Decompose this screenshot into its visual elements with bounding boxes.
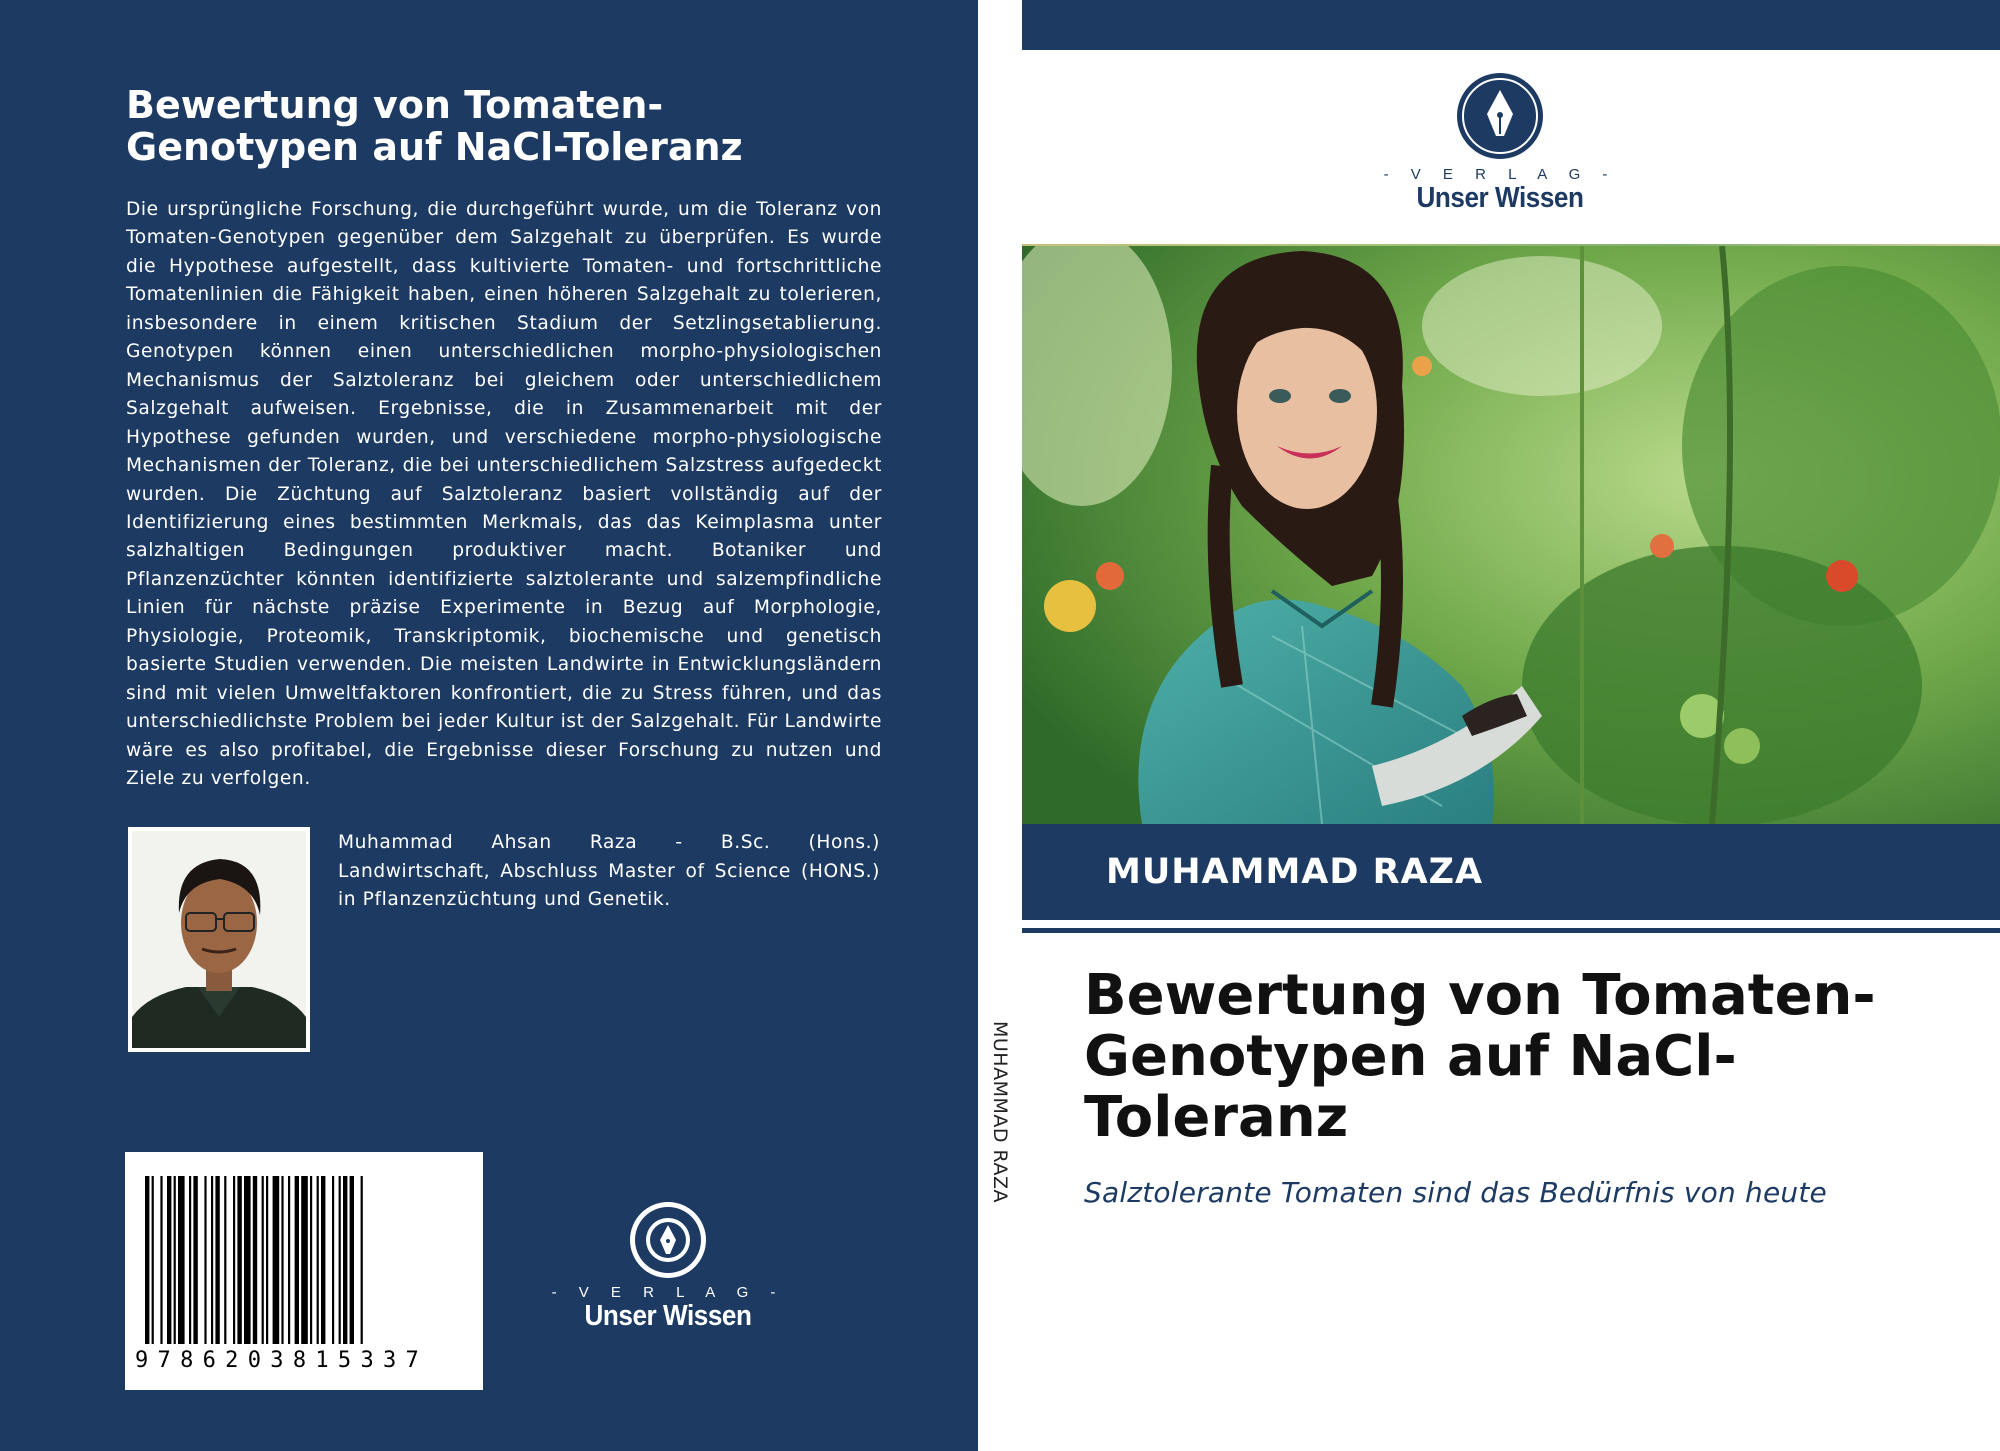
back-publisher-name: Unser Wissen [584,1300,752,1332]
front-divider-rule [1022,928,2000,933]
barcode-bar [350,1176,354,1344]
isbn-barcode [125,1152,483,1390]
author-bio: Muhammad Ahsan Raza - B.Sc. (Hons.) Landwirtschaft, Abschluss Master of Science (HONS.) in Pflanzenzüchtung und Genetik. [338,832,880,910]
front-publisher-name: Unser Wissen [1416,182,1584,214]
barcode-bar [145,1176,149,1344]
barcode-bar [160,1176,162,1344]
barcode-bar [224,1176,226,1344]
barcode-bar [262,1176,264,1344]
barcode-bar [288,1176,290,1344]
front-cover-title: Bewertung von Tomaten-Genotypen auf NaCl-Toleranz [1084,963,1876,1150]
publisher-seal-icon [628,1200,708,1280]
back-cover-blurb: Die ursprüngliche Forschung, die durchgeführt wurde, um die Toleranz von Tomaten-Genotypen gegenüber dem Salzgehalt zu überprüfen. Es wurde die Hypothese aufgestellt, dass kultivierte Tomaten- und fortschrittliche Tomatenlinien die Fähigkeit haben, einen höheren Salzgehalt zu tolerieren, insbesondere in einem kritischen Stadium der Setzlingsetablierung. Genotypen können einen unterschiedlichen morpho-physiologischen Mechanismus der Salztoleranz bei gleichem oder unterschiedlichem Salzgehalt aufweisen. Ergebnisse, die in Zusammenarbeit mit der Hypothese gefunden wurden, und verschiedene morpho-physiologische Mechanismen der Toleranz, die bei unterschiedlichem Salzstress aufgedeckt wurden. Die Züchtung auf Salztoleranz basiert vollständig auf der Identifizierung eines bestimmten Merkmals, das das Keimplasma unter salzhaltigen Bedingungen produktiver macht. Botaniker und Pflanzenzüchter könnten identifizierte salztolerante und salzempfindliche Linien für nächste präzise Experimente in Bezug auf Morphologie, Physiologie, Proteomik, Transkriptomik, biochemische und genetisch basierte Studien verwenden. Die meisten Landwirte in Entwicklungsländern sind mit vielen Umweltfaktoren konfrontiert, die zu Stress führen, und das unterschiedlichste Problem bei jeder Kultur ist der Salzgehalt. Für Landwirte wäre es also profitabel, die Ergebnisse dieser Forschung zu nutzen und Ziele zu verfolgen. [126,199,882,790]
author-photo [128,827,310,1052]
front-author-band [1022,824,2000,920]
barcode-bar [301,1176,308,1344]
barcode-bar [339,1176,341,1344]
barcode-bar [215,1176,219,1344]
barcode-bar [193,1176,197,1344]
barcode-bar [244,1176,251,1344]
barcode-bar [167,1176,171,1344]
back-verlag-label: - V E R L A G - [551,1284,785,1301]
barcode-bar [321,1176,325,1344]
woman-in-greenhouse-image [1022,246,2000,824]
barcode-bar [310,1176,312,1344]
front-author-name: MUHAMMAD RAZA [1106,852,1484,892]
barcode-bar [237,1176,241,1344]
barcode-bar [178,1176,185,1344]
barcode-bar [189,1176,191,1344]
barcode-bar [295,1176,299,1344]
barcode-bar [174,1176,176,1344]
back-publisher-text [548,1284,788,1331]
barcode-bar [361,1176,363,1344]
front-cover-subtitle: Salztolerante Tomaten sind das Bedürfnis von heute [1084,1176,1827,1209]
barcode-bar [332,1176,334,1344]
isbn-digits: 9786203815337 [135,1348,429,1373]
barcode-bar [317,1176,319,1344]
barcode-bar [281,1176,283,1344]
back-cover-title: Bewertung von Tomaten-Genotypen auf NaCl-Toleranz [126,83,743,169]
spine-author: MUHAMMAD RAZA [989,1021,1011,1203]
barcode-bar [273,1176,280,1344]
barcode-bar [343,1176,347,1344]
barcode-bar [266,1176,268,1344]
spine-text [978,0,1022,1451]
cover-photo [1022,246,2000,824]
barcode-bar [204,1176,206,1344]
front-verlag-label: - V E R L A G - [1383,166,1617,183]
front-top-band [1022,0,2000,50]
barcode-bar [253,1176,257,1344]
barcode-bar [233,1176,235,1344]
barcode-bar [152,1176,154,1344]
front-publisher-text [1380,166,1620,213]
barcode-bars [145,1176,465,1344]
pen-nib-icon [1456,72,1544,160]
author-portrait-image [128,827,310,1052]
barcode-bar [211,1176,213,1344]
